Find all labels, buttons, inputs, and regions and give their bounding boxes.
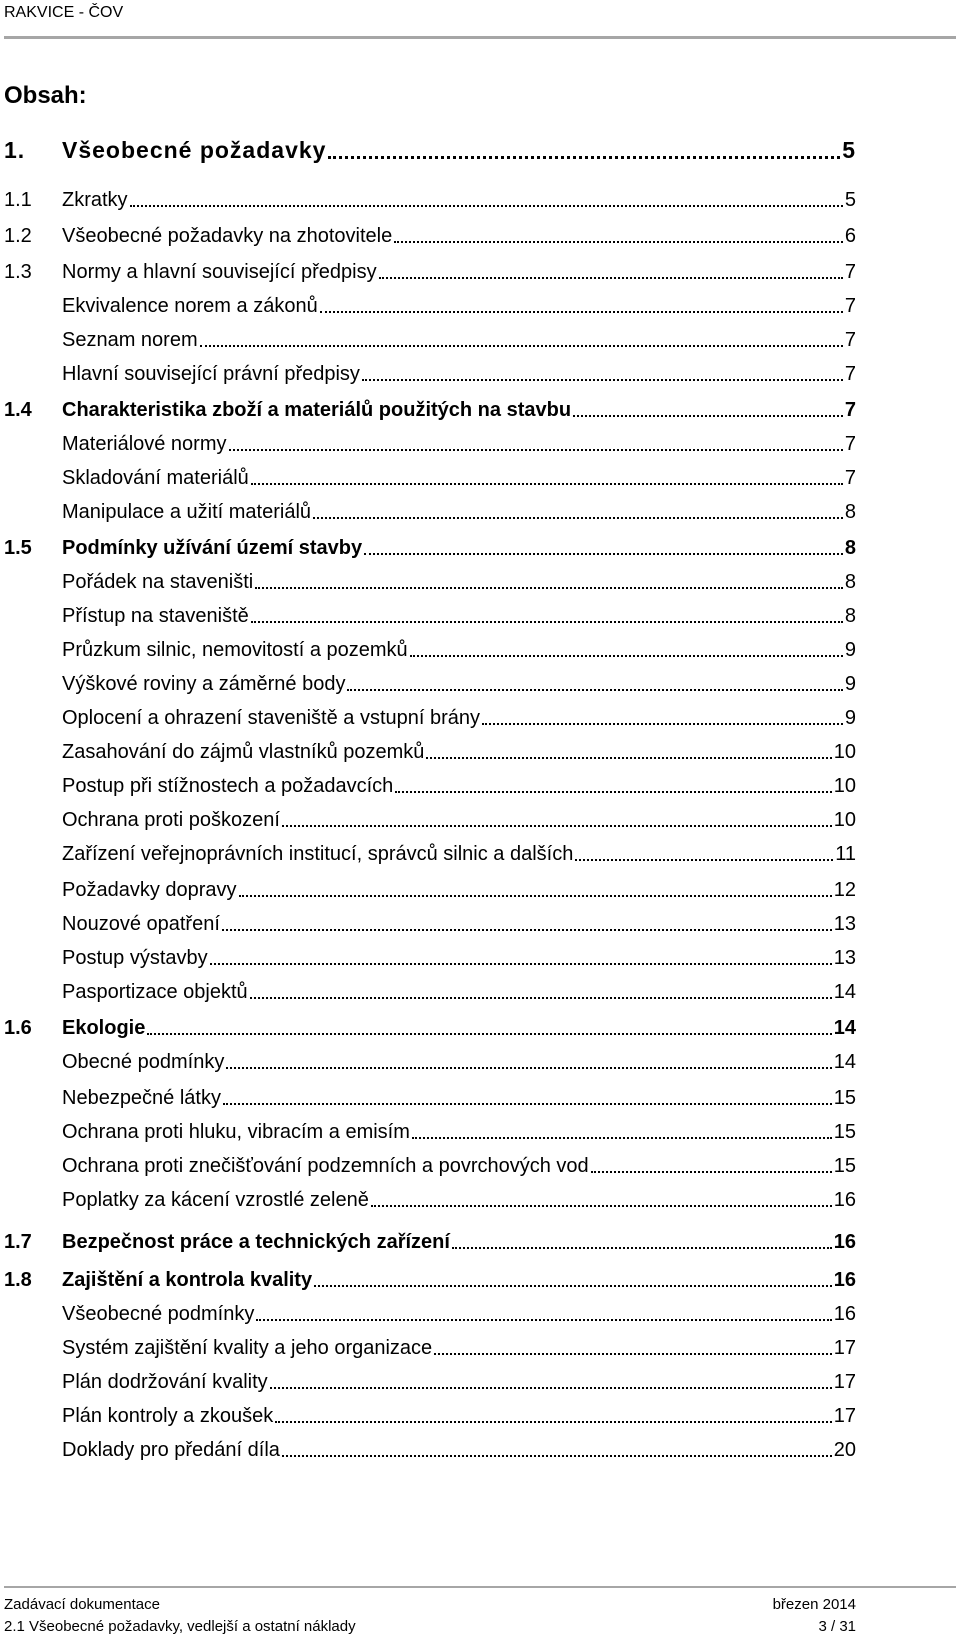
- toc-entry-title: Pasportizace objektů: [62, 981, 248, 1003]
- toc-entry-title: Podmínky užívání území stavby: [62, 537, 363, 559]
- toc-entry-title: Ochrana proti znečišťování podzemních a povrchových vod: [62, 1155, 589, 1177]
- toc-entry-title: Všeobecné podmínky: [62, 1303, 255, 1325]
- toc-entry[interactable]: [4, 942, 856, 970]
- toc-dot-leader: [410, 655, 843, 657]
- toc-entry-title: Výškové roviny a záměrné body: [62, 673, 346, 695]
- toc-entry-number: 1.6: [4, 1017, 32, 1039]
- toc-entry[interactable]: [4, 1012, 856, 1040]
- toc-entry-number: 1.8: [4, 1269, 32, 1291]
- toc-entry[interactable]: [4, 1046, 856, 1074]
- toc-entry-page: 15: [833, 1087, 856, 1109]
- toc-entry[interactable]: [4, 496, 856, 524]
- toc-dot-leader: [482, 723, 843, 725]
- toc-entry-title: Skladování materiálů: [62, 467, 249, 489]
- toc-entry-title: Pořádek na staveništi: [62, 571, 254, 593]
- toc-entry-page: 9: [844, 673, 856, 695]
- toc-entry[interactable]: [4, 1400, 856, 1428]
- toc-dot-leader: [239, 895, 832, 897]
- toc-entry-title: Přístup na staveniště: [62, 605, 249, 627]
- toc-entry-page: 16: [833, 1231, 856, 1253]
- toc-dot-leader: [452, 1247, 832, 1249]
- toc-entry[interactable]: [4, 324, 856, 352]
- toc-entry[interactable]: [4, 566, 856, 594]
- toc-dot-leader: [282, 1455, 832, 1457]
- toc-entry-title: Zasahování do zájmů vlastníků pozemků: [62, 741, 425, 763]
- toc-entry-title: Seznam norem: [62, 329, 198, 351]
- toc-dot-leader: [379, 277, 843, 279]
- toc-heading: Obsah:: [4, 82, 87, 109]
- toc-entry[interactable]: [4, 1332, 856, 1360]
- toc-dot-leader: [130, 205, 843, 207]
- toc-dot-leader: [394, 241, 843, 243]
- toc-dot-leader: [575, 859, 833, 861]
- toc-entry-number: 1.2: [4, 225, 32, 247]
- toc-dot-leader: [226, 1067, 831, 1069]
- toc-entry[interactable]: [4, 908, 856, 936]
- toc-dot-leader: [256, 1319, 831, 1321]
- footer-date: březen 2014: [772, 1596, 856, 1613]
- toc-entry-title: Doklady pro předání díla: [62, 1439, 280, 1461]
- toc-entry-title: Oplocení a ohrazení staveniště a vstupní brány: [62, 707, 481, 729]
- toc-entry-title: Systém zajištění kvality a jeho organizace: [62, 1337, 433, 1359]
- toc-entry-page: 8: [844, 537, 856, 559]
- toc-entry[interactable]: [4, 1434, 856, 1462]
- toc-entry[interactable]: [4, 634, 856, 662]
- toc-dot-leader: [229, 449, 843, 451]
- toc-entry-number: 1.: [4, 137, 26, 163]
- toc-entry-title: Normy a hlavní související předpisy: [62, 261, 377, 283]
- toc-entry[interactable]: [4, 1264, 856, 1292]
- toc-entry-page: 7: [844, 329, 856, 351]
- toc-entry-title: Zajištění a kontrola kvality: [62, 1269, 313, 1291]
- toc-entry-page: 8: [844, 571, 856, 593]
- toc-entry-number: 1.5: [4, 537, 32, 559]
- toc-entry[interactable]: [4, 290, 856, 318]
- toc-entry-title: Požadavky dopravy: [62, 879, 237, 901]
- toc-dot-leader: [434, 1353, 832, 1355]
- toc-entry-page: 7: [844, 467, 856, 489]
- toc-entry-page: 16: [833, 1189, 856, 1211]
- toc-entry-page: 10: [833, 775, 856, 797]
- toc-entry-page: 17: [833, 1337, 856, 1359]
- footer-document-type: Zadávací dokumentace: [4, 1596, 160, 1613]
- header-title: RAKVICE - ČOV: [4, 4, 124, 21]
- toc-entry[interactable]: [4, 874, 856, 902]
- toc-entry-page: 9: [844, 639, 856, 661]
- toc-entry[interactable]: [4, 736, 856, 764]
- toc-dot-leader: [320, 311, 843, 313]
- toc-dot-leader: [371, 1205, 832, 1207]
- toc-dot-leader: [270, 1387, 832, 1389]
- toc-entry-page: 8: [844, 605, 856, 627]
- toc-entry-page: 15: [833, 1155, 856, 1177]
- toc-dot-leader: [314, 1285, 832, 1287]
- page-footer: [0, 1586, 960, 1645]
- footer-page-number: 3 / 31: [818, 1618, 856, 1635]
- toc-entry-title: Všeobecné požadavky: [62, 137, 327, 163]
- toc-entry-page: 13: [833, 947, 856, 969]
- toc-entry[interactable]: [4, 1366, 856, 1394]
- toc-entry-page: 16: [833, 1303, 856, 1325]
- toc-dot-leader: [255, 587, 843, 589]
- toc-entry-page: 9: [844, 707, 856, 729]
- toc-entry[interactable]: [4, 184, 856, 212]
- toc-entry-page: 10: [833, 809, 856, 831]
- toc-entry-page: 7: [844, 399, 856, 421]
- toc-dot-leader: [591, 1171, 832, 1173]
- toc-entry-title: Plán kontroly a zkoušek: [62, 1405, 274, 1427]
- toc-dot-leader: [395, 791, 831, 793]
- toc-entry-number: 1.7: [4, 1231, 32, 1253]
- toc-dot-leader: [573, 415, 843, 417]
- toc-dot-leader: [347, 689, 842, 691]
- toc-entry[interactable]: [4, 1082, 856, 1110]
- toc-entry-page: 7: [844, 295, 856, 317]
- footer-divider: [4, 1586, 956, 1588]
- toc-dot-leader: [328, 156, 840, 159]
- toc-dot-leader: [282, 825, 832, 827]
- toc-entry[interactable]: [4, 136, 856, 164]
- toc-entry-page: 14: [833, 1017, 856, 1039]
- toc-entry-page: 15: [833, 1121, 856, 1143]
- toc-entry-title: Průzkum silnic, nemovitostí a pozemků: [62, 639, 408, 661]
- toc-entry[interactable]: [4, 462, 856, 490]
- toc-entry-title: Manipulace a užití materiálů: [62, 501, 312, 523]
- toc-entry-page: 7: [844, 261, 856, 283]
- toc-entry-title: Hlavní související právní předpisy: [62, 363, 360, 385]
- toc-dot-leader: [210, 963, 832, 965]
- toc-dot-leader: [251, 621, 843, 623]
- header-divider: [4, 36, 956, 39]
- toc-entry[interactable]: [4, 838, 856, 866]
- toc-entry-page: 20: [833, 1439, 856, 1461]
- toc-entry-title: Ekologie: [62, 1017, 146, 1039]
- toc-entry-title: Plán dodržování kvality: [62, 1371, 268, 1393]
- toc-entry-number: 1.1: [4, 189, 32, 211]
- footer-section-name: 2.1 Všeobecné požadavky, vedlejší a ostatní náklady: [4, 1618, 356, 1635]
- toc-entry-title: Zkratky: [62, 189, 128, 211]
- toc-entry-page: 13: [833, 913, 856, 935]
- toc-entry-title: Všeobecné požadavky na zhotovitele: [62, 225, 393, 247]
- toc-entry[interactable]: [4, 770, 856, 798]
- toc-entry[interactable]: [4, 394, 856, 422]
- toc-entry-title: Ochrana proti poškození: [62, 809, 280, 831]
- toc-dot-leader: [412, 1137, 832, 1139]
- toc-entry[interactable]: [4, 976, 856, 1004]
- toc-entry-title: Nebezpečné látky: [62, 1087, 221, 1109]
- toc-dot-leader: [200, 345, 843, 347]
- toc-dot-leader: [275, 1421, 832, 1423]
- toc-dot-leader: [147, 1033, 831, 1035]
- toc-entry-page: 14: [833, 981, 856, 1003]
- toc-entry[interactable]: [4, 702, 856, 730]
- toc-entry-title: Nouzové opatření: [62, 913, 220, 935]
- toc-entry-title: Materiálové normy: [62, 433, 227, 455]
- toc-entry-title: Obecné podmínky: [62, 1051, 225, 1073]
- toc-entry-title: Poplatky za kácení vzrostlé zeleně: [62, 1189, 369, 1211]
- toc-entry-page: 10: [833, 741, 856, 763]
- toc-entry-page: 5: [842, 137, 856, 163]
- toc-entry-page: 17: [833, 1371, 856, 1393]
- toc-entry-page: 14: [833, 1051, 856, 1073]
- toc-entry-page: 12: [833, 879, 856, 901]
- toc-dot-leader: [364, 553, 843, 555]
- toc-entry-title: Charakteristika zboží a materiálů použitých na stavbu: [62, 399, 572, 421]
- toc-entry-page: 7: [844, 363, 856, 385]
- toc-entry-title: Postup při stížnostech a požadavcích: [62, 775, 394, 797]
- toc-entry-page: 7: [844, 433, 856, 455]
- toc-entry-page: 6: [844, 225, 856, 247]
- toc-dot-leader: [222, 929, 832, 931]
- toc-entry[interactable]: [4, 668, 856, 696]
- toc-entry-page: 8: [844, 501, 856, 523]
- toc-dot-leader: [223, 1103, 832, 1105]
- toc-entry[interactable]: [4, 804, 856, 832]
- toc-entry-page: 16: [833, 1269, 856, 1291]
- toc-entry-title: Postup výstavby: [62, 947, 208, 969]
- toc-entry-title: Ekvivalence norem a zákonů: [62, 295, 318, 317]
- toc-entry-number: 1.3: [4, 261, 32, 283]
- toc-entry-page: 11: [835, 843, 856, 865]
- toc-dot-leader: [251, 483, 843, 485]
- toc-entry-number: 1.4: [4, 399, 32, 421]
- toc-entry-page: 5: [844, 189, 856, 211]
- toc-dot-leader: [313, 517, 843, 519]
- toc-entry[interactable]: [4, 1298, 856, 1326]
- page-header: [0, 0, 960, 40]
- toc-entry[interactable]: [4, 256, 856, 284]
- toc-dot-leader: [362, 379, 843, 381]
- toc-entry[interactable]: [4, 1150, 856, 1178]
- toc-dot-leader: [426, 757, 831, 759]
- toc-entry-title: Bezpečnost práce a technických zařízení: [62, 1231, 450, 1253]
- toc-entry[interactable]: [4, 1116, 856, 1144]
- toc-entry-title: Zařízení veřejnoprávních institucí, správců silnic a dalších: [62, 843, 574, 865]
- toc-entry[interactable]: [4, 1226, 856, 1254]
- toc-dot-leader: [250, 997, 832, 999]
- toc-entry[interactable]: [4, 532, 856, 560]
- toc-entry[interactable]: [4, 600, 856, 628]
- toc-entry[interactable]: [4, 428, 856, 456]
- toc-entry-page: 17: [833, 1405, 856, 1427]
- toc-entry[interactable]: [4, 358, 856, 386]
- toc-entry-title: Ochrana proti hluku, vibracím a emisím: [62, 1121, 410, 1143]
- toc-entry[interactable]: [4, 220, 856, 248]
- toc-entry[interactable]: [4, 1184, 856, 1212]
